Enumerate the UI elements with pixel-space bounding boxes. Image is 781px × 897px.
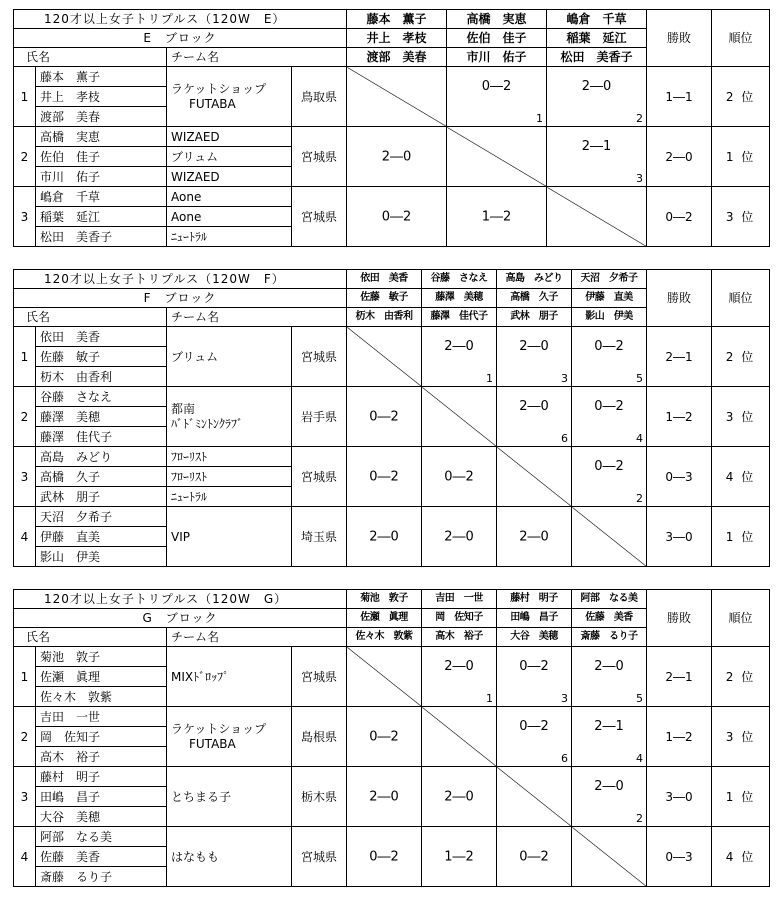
- winloss-header: 勝敗: [647, 590, 712, 647]
- opponent-header: 藤本 薫子: [347, 10, 447, 29]
- win-loss-result: 0―2: [647, 187, 712, 247]
- player-name: 藤村 明子: [36, 767, 167, 787]
- team-number: 3: [14, 447, 36, 507]
- block-subtitle: E ブロック: [14, 29, 347, 48]
- club-name: ﾆｭｰﾄﾗﾙ: [167, 487, 292, 507]
- block-g-table: [13, 589, 769, 887]
- self-match-cell: [347, 67, 447, 127]
- prefecture: 島根県: [292, 707, 347, 767]
- opponent-header: 佐伯 佳子: [447, 29, 547, 48]
- table-row: [14, 647, 770, 667]
- match-cell: [422, 447, 497, 507]
- team-number: 2: [14, 127, 36, 187]
- match-score: 0―2: [519, 849, 549, 864]
- match-score: 2―0: [594, 658, 624, 674]
- team-column-header: チーム名: [167, 628, 347, 647]
- self-match-cell: [497, 767, 572, 827]
- club-name-line: とちまる子: [171, 789, 232, 804]
- player-name: 高島 みどり: [36, 447, 167, 467]
- win-loss-result: 2―1: [647, 647, 712, 707]
- match-score: 2―0: [594, 778, 624, 794]
- match-score: 2―0: [519, 529, 549, 544]
- final-rank: 4 位: [712, 827, 770, 887]
- match-cell: [347, 187, 447, 247]
- player-name: 市川 佑子: [36, 167, 167, 187]
- player-name: 影山 伊美: [36, 547, 167, 567]
- self-match-cell: [422, 707, 497, 767]
- match-score: 2―0: [519, 398, 549, 414]
- table-row: [14, 127, 770, 147]
- team-column-header: チーム名: [167, 48, 347, 67]
- player-name: 依田 美香: [36, 327, 167, 347]
- club-name: ﾆｭｰﾄﾗﾙ: [167, 227, 292, 247]
- prefecture: 栃木県: [292, 767, 347, 827]
- player-name: 武林 朋子: [36, 487, 167, 507]
- opponent-header: 田嶋 昌子: [497, 609, 572, 628]
- match-order: 4: [636, 752, 644, 765]
- table-row: [14, 707, 770, 727]
- opponent-header: 佐藤 美香: [572, 609, 647, 628]
- opponent-header: 高橋 久子: [497, 289, 572, 308]
- prefecture: 埼玉県: [292, 507, 347, 567]
- player-name: 佐伯 佳子: [36, 147, 167, 167]
- final-rank: 1 位: [712, 507, 770, 567]
- player-name: 稲葉 延江: [36, 207, 167, 227]
- self-match-cell: [572, 827, 647, 887]
- match-order: 2: [636, 112, 644, 125]
- match-score: 2―0: [444, 789, 474, 804]
- match-order: 1: [486, 372, 493, 385]
- club-name-line: VIP: [171, 529, 190, 544]
- match-score: 2―0: [444, 529, 474, 544]
- final-rank: 1 位: [712, 127, 770, 187]
- block-title: 120才以上女子トリプルス（120W E）: [14, 10, 347, 29]
- self-match-cell: [347, 647, 422, 707]
- table-row: [14, 327, 770, 347]
- match-cell: [422, 767, 497, 827]
- match-score: 2―0: [369, 789, 399, 804]
- player-name: 渡部 美春: [36, 107, 167, 127]
- club-name-line: 都南: [171, 401, 196, 416]
- team-column-header: チーム名: [167, 308, 347, 327]
- match-score: 0―2: [594, 338, 624, 354]
- match-order: 3: [561, 692, 569, 705]
- match-order: 4: [636, 432, 643, 445]
- player-name: 井上 孝枝: [36, 87, 167, 107]
- player-name: 阿部 なる美: [36, 827, 167, 847]
- club-name: WIZAED: [167, 167, 292, 187]
- match-cell: [422, 827, 497, 887]
- team-number: 3: [14, 187, 36, 247]
- opponent-header: 岡 佐知子: [422, 609, 497, 628]
- team-number: 3: [14, 767, 36, 827]
- match-order: 6: [561, 752, 569, 765]
- match-score: 2―0: [519, 338, 549, 354]
- club-name-line: MIXﾄﾞﾛｯﾌﾟ: [171, 669, 230, 684]
- name-column-header: 氏名: [14, 48, 167, 67]
- self-match-cell: [422, 387, 497, 447]
- match-cell: [572, 647, 647, 707]
- block-title: 120才以上女子トリプルス（120W G）: [14, 590, 347, 609]
- opponent-header: 影山 伊美: [572, 308, 647, 327]
- win-loss-result: 1―2: [647, 707, 712, 767]
- match-cell: [422, 327, 497, 387]
- win-loss-result: 3―0: [647, 767, 712, 827]
- opponent-header: 高橋 実恵: [447, 10, 547, 29]
- opponent-header: 斎藤 るり子: [572, 628, 647, 647]
- self-match-cell: [547, 187, 647, 247]
- match-score: 0―2: [369, 729, 399, 744]
- match-cell: [447, 67, 547, 127]
- club-name-line: ラケットショップ: [171, 721, 267, 736]
- block-subtitle: G ブロック: [14, 609, 347, 628]
- opponent-header: 杤木 由香利: [347, 308, 422, 327]
- opponent-header: 藤澤 佳代子: [422, 308, 497, 327]
- rank-header: 順位: [712, 10, 770, 67]
- match-cell: [347, 827, 422, 887]
- team-number: 1: [14, 647, 36, 707]
- club-name: [167, 647, 292, 707]
- match-score: 0―2: [519, 718, 549, 734]
- opponent-header: 大谷 美穂: [497, 628, 572, 647]
- match-cell: [572, 327, 647, 387]
- match-order: 2: [636, 492, 643, 505]
- club-name-line: はなもも: [171, 849, 220, 864]
- final-rank: 4 位: [712, 447, 770, 507]
- table-row: [14, 507, 770, 527]
- player-name: 藤澤 佳代子: [36, 427, 167, 447]
- match-score: 0―2: [369, 469, 399, 484]
- match-order: 3: [636, 172, 644, 185]
- match-cell: [347, 507, 422, 567]
- table-row: [14, 827, 770, 847]
- team-number: 2: [14, 387, 36, 447]
- round-robin-table: [13, 9, 770, 247]
- opponent-header: 高木 裕子: [422, 628, 497, 647]
- match-cell: [447, 187, 547, 247]
- opponent-header: 高島 みどり: [497, 270, 572, 289]
- table-row: [14, 187, 770, 207]
- table-row: [14, 67, 770, 87]
- win-loss-result: 2―0: [647, 127, 712, 187]
- opponent-header: 井上 孝枝: [347, 29, 447, 48]
- club-name: Aone: [167, 207, 292, 227]
- table-row: [14, 767, 770, 787]
- name-column-header: 氏名: [14, 628, 167, 647]
- player-name: 嶋倉 千草: [36, 187, 167, 207]
- club-name-line: ラケットショップ: [171, 81, 267, 96]
- player-name: 佐藤 敏子: [36, 347, 167, 367]
- self-match-cell: [447, 127, 547, 187]
- match-score: 2―0: [369, 529, 399, 544]
- player-name: 大谷 美穂: [36, 807, 167, 827]
- club-name: ﾌﾛｰﾘｽﾄ: [167, 447, 292, 467]
- player-name: 天沼 夕希子: [36, 507, 167, 527]
- prefecture: 宮城県: [292, 647, 347, 707]
- match-cell: [347, 707, 422, 767]
- final-rank: 2 位: [712, 647, 770, 707]
- round-robin-table: [13, 589, 770, 887]
- opponent-header: 武林 朋子: [497, 308, 572, 327]
- club-name: [167, 327, 292, 387]
- win-loss-result: 2―1: [647, 327, 712, 387]
- opponent-header: 谷藤 さなえ: [422, 270, 497, 289]
- name-column-header: 氏名: [14, 308, 167, 327]
- opponent-header: 伊藤 直美: [572, 289, 647, 308]
- match-cell: [347, 387, 422, 447]
- match-order: 1: [536, 112, 544, 125]
- match-score: 0―2: [481, 78, 512, 94]
- opponent-header: 渡部 美春: [347, 48, 447, 67]
- player-name: 藤本 薫子: [36, 67, 167, 87]
- club-name: [167, 507, 292, 567]
- club-name-line: FUTABA: [189, 736, 236, 751]
- team-number: 4: [14, 507, 36, 567]
- rank-header: 順位: [712, 590, 770, 647]
- player-name: 岡 佐知子: [36, 727, 167, 747]
- club-name: [167, 827, 292, 887]
- opponent-header: 佐々木 敦紫: [347, 628, 422, 647]
- club-name: ブリュム: [167, 147, 292, 167]
- opponent-header: 藤村 明子: [497, 590, 572, 609]
- match-score: 0―2: [519, 658, 549, 674]
- player-name: 谷藤 さなえ: [36, 387, 167, 407]
- player-name: 吉田 一世: [36, 707, 167, 727]
- match-score: 1―2: [481, 209, 512, 224]
- winloss-header: 勝敗: [647, 270, 712, 327]
- player-name: 高橋 実恵: [36, 127, 167, 147]
- match-order: 5: [636, 372, 643, 385]
- opponent-header: 依田 美香: [347, 270, 422, 289]
- match-score: 0―2: [381, 209, 412, 224]
- match-order: 3: [561, 372, 568, 385]
- final-rank: 2 位: [712, 67, 770, 127]
- player-name: 松田 美香子: [36, 227, 167, 247]
- match-score: 0―2: [594, 458, 624, 474]
- opponent-header: 天沼 夕希子: [572, 270, 647, 289]
- prefecture: 宮城県: [292, 827, 347, 887]
- club-name: ﾌﾛｰﾘｽﾄ: [167, 467, 292, 487]
- match-cell: [497, 327, 572, 387]
- opponent-header: 松田 美香子: [547, 48, 647, 67]
- match-score: 0―2: [444, 469, 474, 484]
- final-rank: 1 位: [712, 767, 770, 827]
- player-name: 藤澤 美穂: [36, 407, 167, 427]
- prefecture: 宮城県: [292, 327, 347, 387]
- opponent-header: 佐瀬 眞理: [347, 609, 422, 628]
- player-name: 杤木 由香利: [36, 367, 167, 387]
- match-score: 2―1: [594, 718, 624, 734]
- match-score: 0―2: [594, 398, 624, 414]
- player-name: 高橋 久子: [36, 467, 167, 487]
- opponent-header: 稲葉 延江: [547, 29, 647, 48]
- match-cell: [572, 447, 647, 507]
- player-name: 田嶋 昌子: [36, 787, 167, 807]
- club-name-line: ブリュム: [171, 349, 219, 364]
- table-row: [14, 447, 770, 467]
- match-order: 2: [636, 812, 644, 825]
- club-name: Aone: [167, 187, 292, 207]
- team-number: 2: [14, 707, 36, 767]
- match-cell: [497, 647, 572, 707]
- club-name-line: FUTABA: [189, 96, 236, 111]
- match-cell: [572, 387, 647, 447]
- final-rank: 3 位: [712, 187, 770, 247]
- opponent-header: 嶋倉 千草: [547, 10, 647, 29]
- player-name: 佐藤 美香: [36, 847, 167, 867]
- match-cell: [347, 767, 422, 827]
- match-score: 2―0: [444, 658, 474, 674]
- opponent-header: 阿部 なる美: [572, 590, 647, 609]
- match-cell: [347, 127, 447, 187]
- team-number: 1: [14, 67, 36, 127]
- player-name: 佐々木 敦紫: [36, 687, 167, 707]
- opponent-header: 吉田 一世: [422, 590, 497, 609]
- club-name-line: ﾊﾞﾄﾞﾐﾝﾄﾝｸﾗﾌﾞ: [171, 416, 244, 431]
- win-loss-result: 1―1: [647, 67, 712, 127]
- match-score: 2―1: [581, 138, 612, 154]
- match-score: 2―0: [581, 78, 612, 94]
- block-f-table: [13, 269, 769, 567]
- final-rank: 2 位: [712, 327, 770, 387]
- self-match-cell: [497, 447, 572, 507]
- match-cell: [422, 647, 497, 707]
- match-score: 0―2: [369, 849, 399, 864]
- team-number: 4: [14, 827, 36, 887]
- opponent-header: 藤澤 美穂: [422, 289, 497, 308]
- final-rank: 3 位: [712, 387, 770, 447]
- match-score: 2―0: [444, 338, 474, 354]
- table-row: [14, 387, 770, 407]
- match-score: 2―0: [381, 149, 412, 164]
- player-name: 伊藤 直美: [36, 527, 167, 547]
- win-loss-result: 3―0: [647, 507, 712, 567]
- player-name: 菊池 敦子: [36, 647, 167, 667]
- match-cell: [497, 387, 572, 447]
- self-match-cell: [572, 507, 647, 567]
- opponent-header: 市川 佑子: [447, 48, 547, 67]
- rank-header: 順位: [712, 270, 770, 327]
- team-number: 1: [14, 327, 36, 387]
- club-name: [167, 767, 292, 827]
- win-loss-result: 0―3: [647, 447, 712, 507]
- block-e-table: [13, 9, 769, 247]
- match-score: 0―2: [369, 409, 399, 424]
- opponent-header: 菊池 敦子: [347, 590, 422, 609]
- round-robin-table: [13, 269, 770, 567]
- match-cell: [347, 447, 422, 507]
- club-name: [167, 67, 292, 127]
- winloss-header: 勝敗: [647, 10, 712, 67]
- player-name: 斎藤 るり子: [36, 867, 167, 887]
- match-cell: [497, 827, 572, 887]
- opponent-header: 佐藤 敏子: [347, 289, 422, 308]
- match-order: 1: [486, 692, 494, 705]
- club-name: [167, 707, 292, 767]
- club-name: WIZAED: [167, 127, 292, 147]
- match-cell: [422, 507, 497, 567]
- player-name: 高木 裕子: [36, 747, 167, 767]
- prefecture: 宮城県: [292, 187, 347, 247]
- prefecture: 岩手県: [292, 387, 347, 447]
- match-order: 5: [636, 692, 644, 705]
- match-order: 6: [561, 432, 568, 445]
- match-cell: [547, 67, 647, 127]
- final-rank: 3 位: [712, 707, 770, 767]
- win-loss-result: 0―3: [647, 827, 712, 887]
- club-name: [167, 387, 292, 447]
- prefecture: 宮城県: [292, 127, 347, 187]
- prefecture: 宮城県: [292, 447, 347, 507]
- match-cell: [572, 707, 647, 767]
- match-cell: [572, 767, 647, 827]
- player-name: 佐瀬 眞理: [36, 667, 167, 687]
- match-cell: [547, 127, 647, 187]
- match-score: 1―2: [444, 849, 474, 864]
- block-subtitle: F ブロック: [14, 289, 347, 308]
- win-loss-result: 1―2: [647, 387, 712, 447]
- prefecture: 鳥取県: [292, 67, 347, 127]
- match-cell: [497, 507, 572, 567]
- self-match-cell: [347, 327, 422, 387]
- block-title: 120才以上女子トリプルス（120W F）: [14, 270, 347, 289]
- match-cell: [497, 707, 572, 767]
